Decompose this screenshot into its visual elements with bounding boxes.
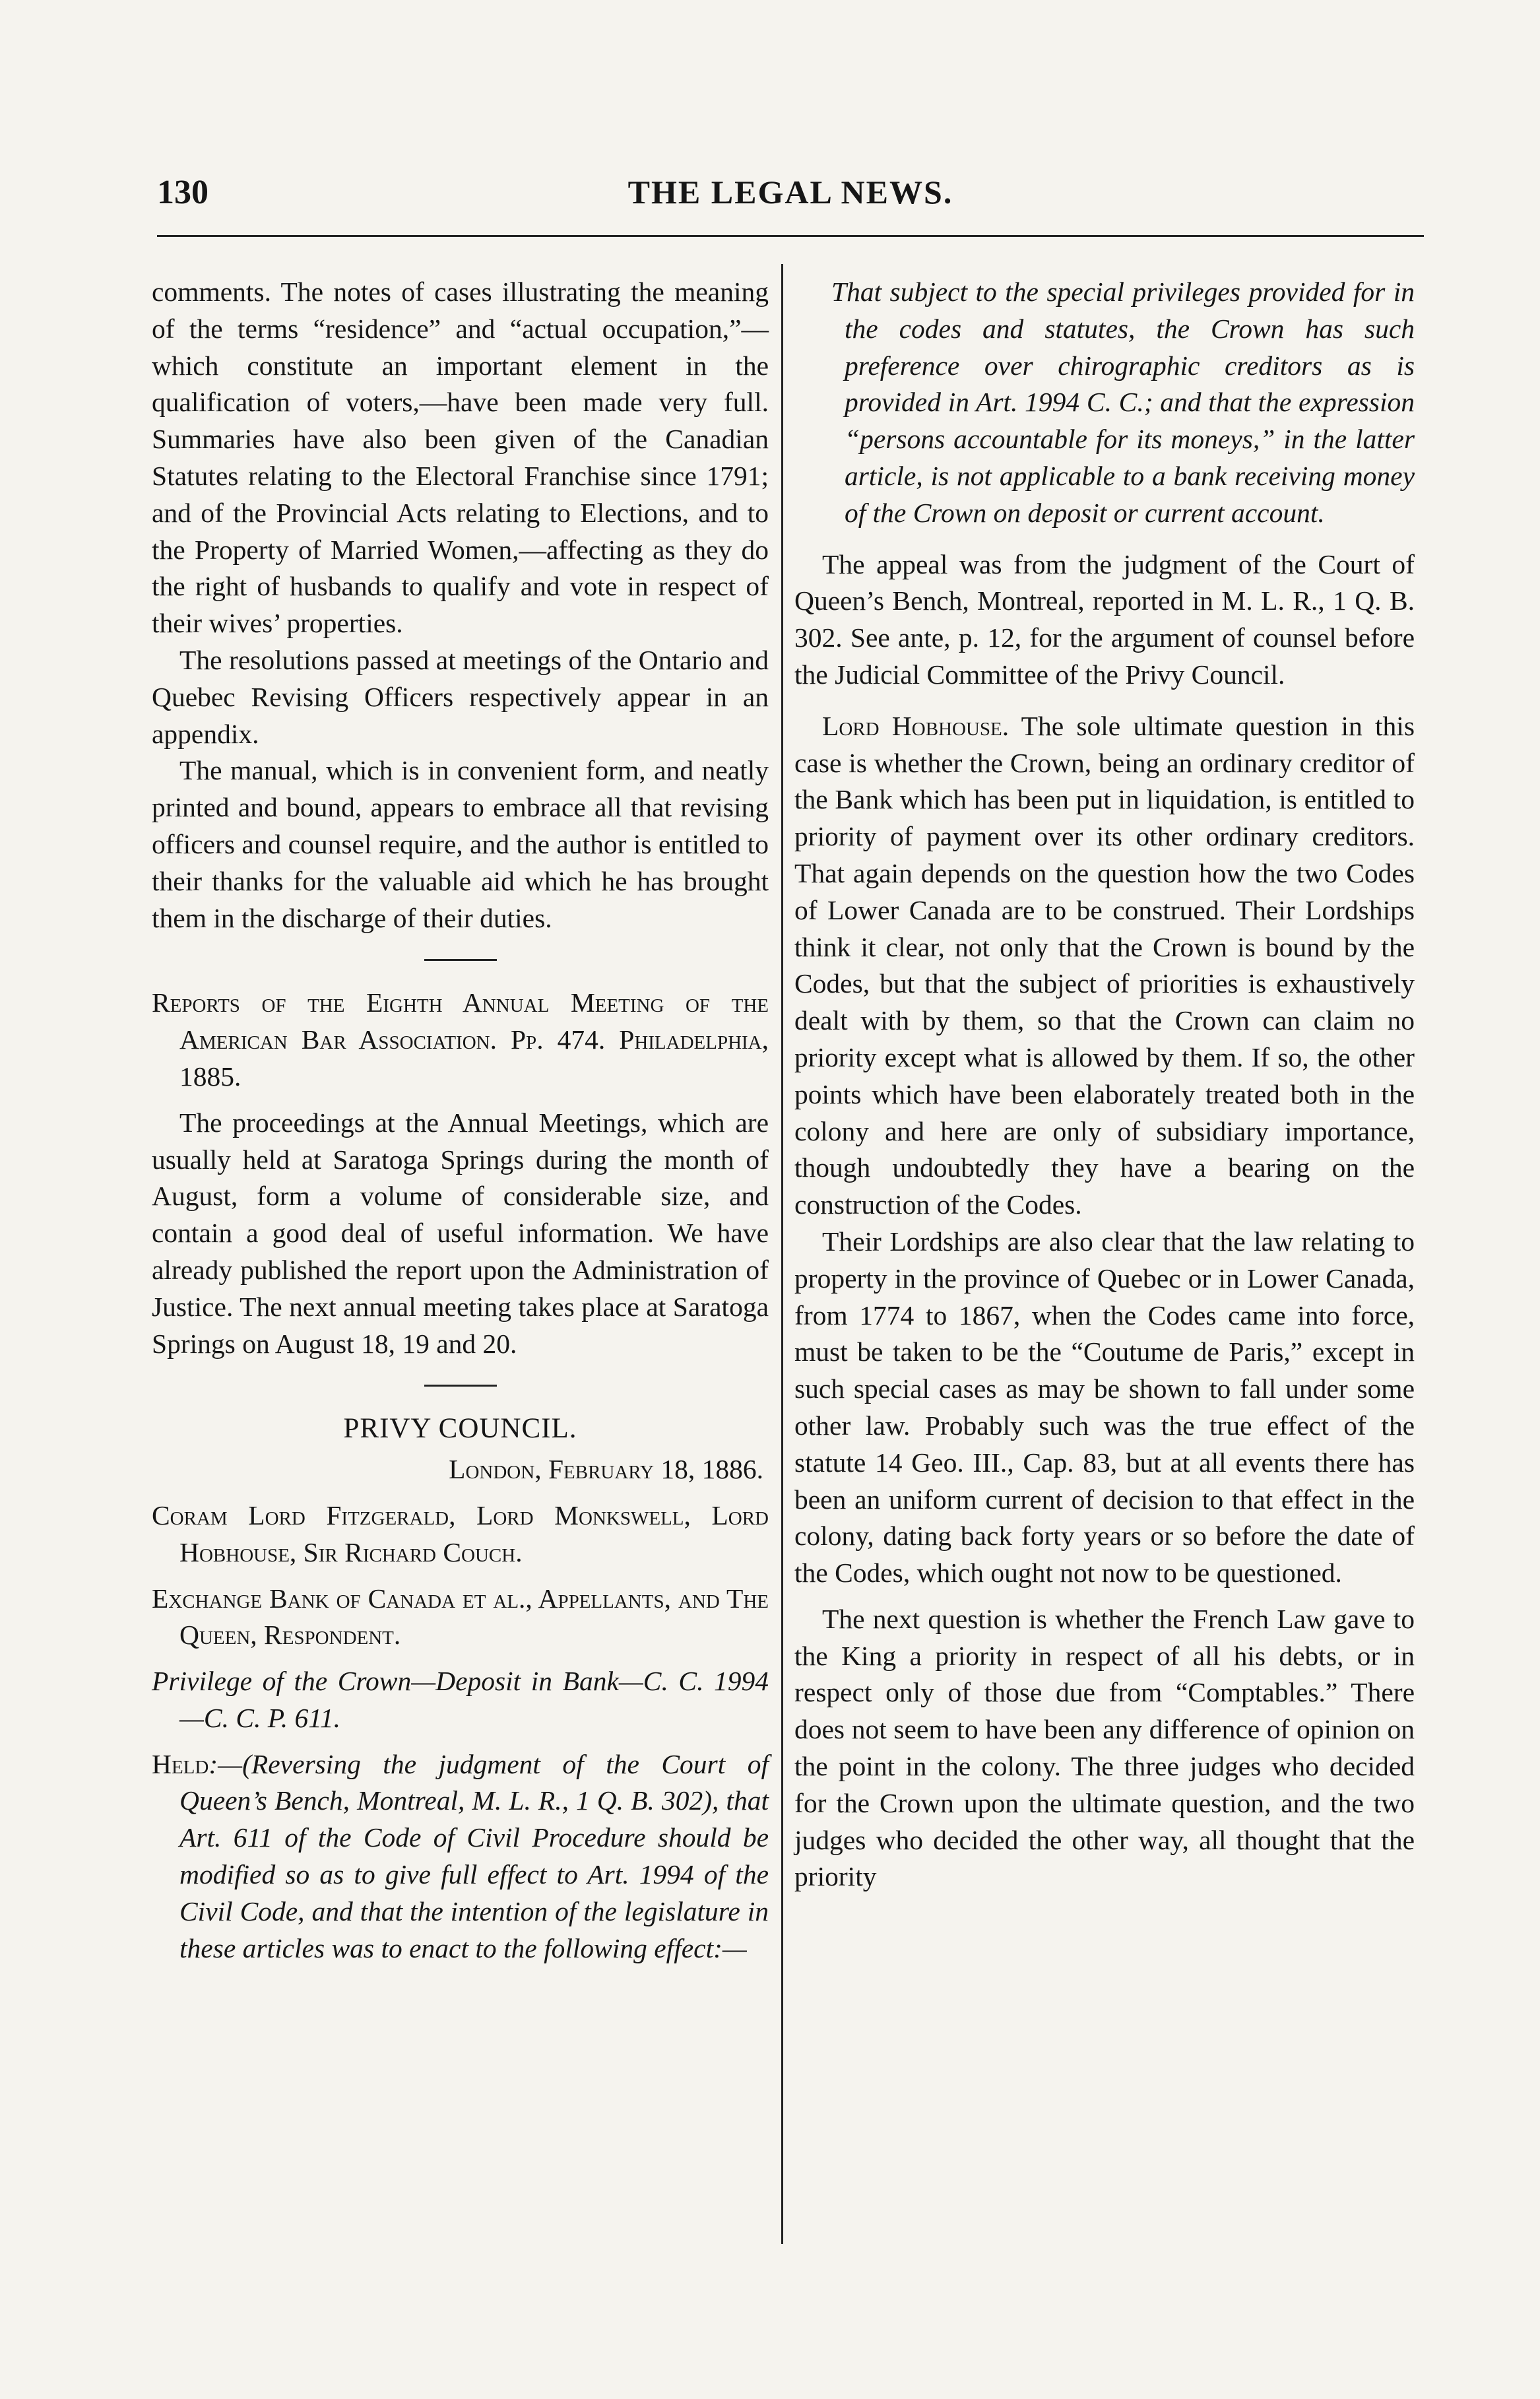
held-paragraph [152, 1746, 769, 1967]
judgment-paragraph-1 [794, 708, 1415, 1224]
case-parties: Exchange Bank of Canada et al., Appellants, and The Queen, Respondent. [152, 1583, 769, 1651]
held-label: Held [152, 1748, 209, 1779]
speaker-name: Lord Hobhouse. [822, 710, 1010, 741]
section-separator [424, 959, 497, 961]
judgment-paragraph-3: The next question is whether the French Law gave to the King a priority in respect of all his debts, or in respect only of those due from “Comptables.” There does not seem to have been any difference of opinion on the point in the colony. The three judges who decided for the Crown upon the ultimate question, and the two judges who decided the other way, all thought that the priority [794, 1603, 1415, 1892]
review-paragraph-2: The resolutions passed at meetings of the Ontario and Quebec Revising Officers respectively appear in an appendix. [152, 644, 769, 749]
review-title: Reports of the Eighth Annual Meeting of the American Bar Association. Pp. 474. Philadelphia, 1885. [152, 987, 769, 1092]
case-dateline: London, February 18, 1886. [449, 1454, 763, 1485]
column-divider [781, 264, 783, 2244]
page-number: 130 [157, 174, 209, 211]
holding-quote: That subject to the special privileges provided for in the codes and statutes, the Crown has such preference over chirographic creditors as is provided in Art. 1994 C. C.; and that the expression “persons accountable for its moneys,” in the latter article, is not applicable to a bank receiving money of the Crown on deposit or current account. [831, 277, 1415, 528]
running-head: THE LEGAL NEWS. [627, 174, 953, 211]
catchline: Privilege of the Crown—Deposit in Bank—C. C. 1994—C. C. P. 611. [152, 1666, 769, 1733]
judgment-paragraph-2: Their Lordships are also clear that the law relating to property in the province of Quebec or in Lower Canada, from 1774 to 1867, when the Codes came into force, must be taken to be the “Coutume de Paris,” except in such special cases as may be shown to fall under some other law. Probably such was the true effect of the statute 14 Geo. III., Cap. 83, but at all events there has been an uniform current of decision to that effect in the colony, dating back forty years or so before the date of the Codes, which ought not now to be questioned. [794, 1226, 1415, 1589]
left-column [152, 274, 769, 1967]
coram-line: Coram Lord Fitzgerald, Lord Monkswell, Lord Hobhouse, Sir Richard Couch. [152, 1499, 769, 1567]
judgment-text-1: The sole ultimate question in this case is whether the Crown, being an ordinary creditor of the Bank which has been put in liquidation, is entitled to priority of payment over its other ordinary creditors. That again depends on the question how the two Codes of Lower Canada are to be construed. Their Lordships think it clear, not only that the Crown is bound by the Codes, but that the subject of priorities is exhaustively dealt with by them, so that the Crown can claim no priority except what is allowed by them. If so, the other points which have been elaborately treated both in the colony and here are only of subsidiary importance, though undoubtedly they have a bearing on the construction of the Codes. [794, 710, 1415, 1220]
right-column [794, 274, 1415, 1895]
review-paragraph-1: comments. The notes of cases illustrating the meaning of the terms “residence” and “actual occupation,”—which constitute an important element in the qualification of voters,—have been made very full. Summaries have also been given of the Canadian Statutes relating to the Electoral Franchise since 1791; and of the Provincial Acts relating to Elections, and to the Property of Married Women,—affecting as they do the right of husbands to qualify and vote in respect of their wives’ properties. [152, 277, 769, 639]
section-separator-2 [424, 1385, 497, 1387]
header-rule [157, 235, 1424, 237]
held-text: :—(Reversing the judgment of the Court of Queen’s Bench, Montreal, M. L. R., 1 Q. B. 302), that Art. 611 of the Code of Civil Procedure should be modified so as to give full effect to Art. 1994 of the Civil Code, and that the intention of the legislature in these articles was to enact to the following effect:— [179, 1748, 769, 1963]
review-paragraph-3: The manual, which is in convenient form, and neatly printed and bound, appears to embrace all that revising officers and counsel require, and the author is entitled to their thanks for the valuable aid which he has brought them in the discharge of their duties. [152, 755, 769, 933]
appeal-paragraph: The appeal was from the judgment of the Court of Queen’s Bench, Montreal, reported in M. L. R., 1 Q. B. 302. See ante, p. 12, for the argument of counsel before the Judicial Committee of the Privy Council. [794, 548, 1415, 690]
review-paragraph-4: The proceedings at the Annual Meetings, which are usually held at Saratoga Springs during the month of August, form a volume of considerable size, and contain a good deal of useful information. We have already published the report upon the Administration of Justice. The next annual meeting takes place at Saratoga Springs on August 18, 19 and 20. [152, 1107, 769, 1359]
section-title: PRIVY COUNCIL. [343, 1413, 577, 1445]
page-header [157, 173, 1424, 226]
